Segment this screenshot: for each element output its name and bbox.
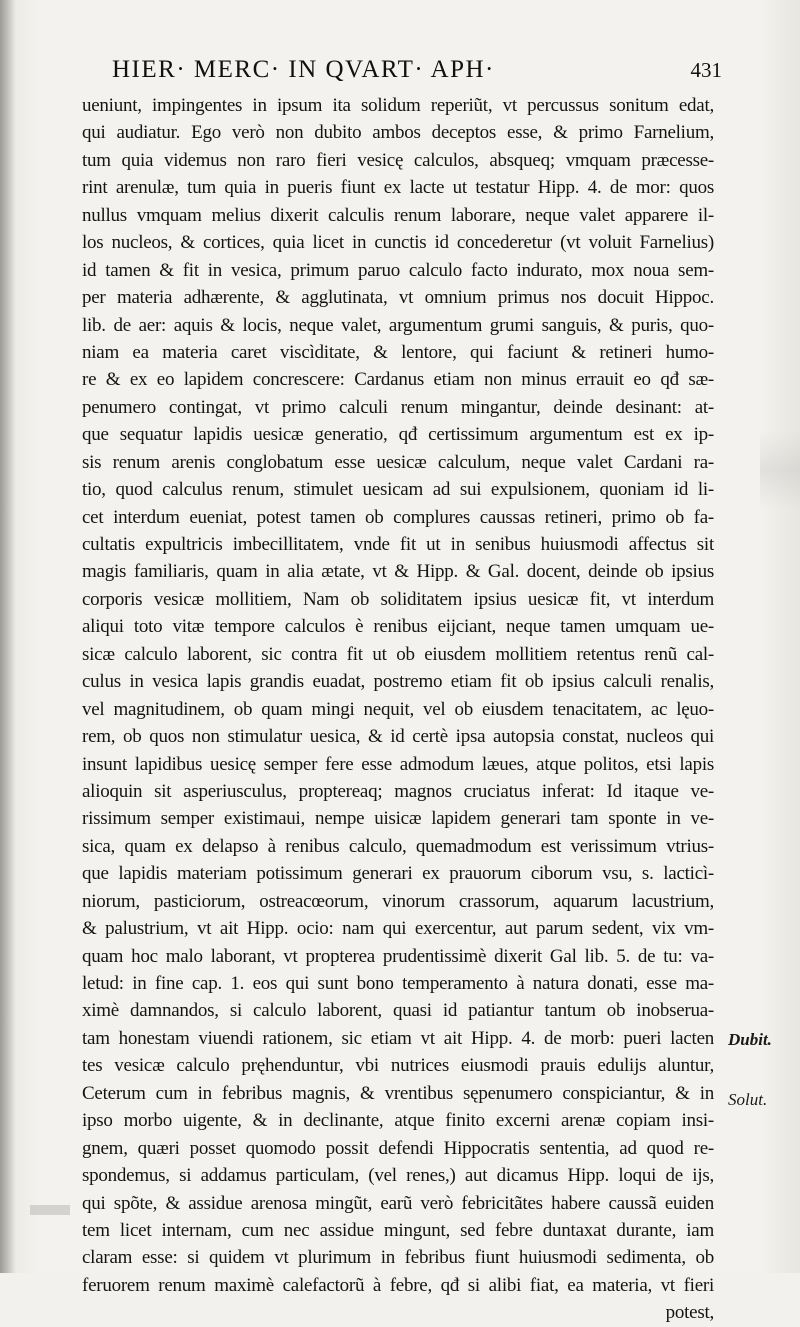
text-line: lib. de aer: aquis & locis, neque valet, argumentum grumi sanguis, & puris, quo-	[82, 314, 714, 336]
text-line: los nucleos, & cortices, quia licet in cunctis id concederetur (vt voluit Farnelius)	[82, 232, 714, 254]
text-line: sicæ calculo laborent, sic contra fit ut ob eiusdem mollitiem retentus renũ cal-	[82, 643, 714, 665]
text-line: letud: in fine cap. 1. eos qui sunt bono temperamento à natura donati, esse ma-	[82, 973, 714, 994]
text-line: Ceterum cum in febribus magnis, & vrentibus sępenumero conspiciantur, & in	[82, 1082, 714, 1104]
page-smudge	[30, 1205, 70, 1215]
text-line: que lapidis materiam potissimum generari ex prauorum ciborum vsu, s. lacticì-	[82, 863, 714, 885]
text-line: magis familiaris, quam in alia ætate, vt & Hipp. & Gal. docent, deinde ob ipsius	[82, 561, 714, 583]
text-line: sica, quam ex delapso à renibus calculo, quemadmodum est verissimum vtrius-	[82, 835, 714, 857]
text-line: rint arenulæ, tum quia in pueris fiunt ex lacte ut testatur Hipp. 4. de mor: quos	[82, 177, 714, 199]
margin-note-solut: Solut.	[728, 1090, 768, 1109]
gutter-shadow	[0, 0, 16, 1273]
text-line: vel magnitudinem, ob quam mingi nequit, vel ob eiusdem tenacitatem, ac lęuo-	[82, 698, 714, 720]
text-line: ueniunt, impingentes in ipsum ita solidum reperiũt, vt percussus sonitum edat,	[82, 95, 714, 116]
text-line: qui spõte, & assidue arenosa mingũt, earũ verò febricitãtes habere caussã euiden	[82, 1192, 714, 1214]
text-line: rem, ob quos non stimulatur uesica, & id certè ipsa autopsia constat, nucleos qui	[82, 726, 714, 748]
text-line: cultatis expultricis imbecillitatem, vnde fit ut in senibus huiusmodi affectus sit	[82, 534, 714, 555]
margin-note-dubit: Dubit.	[728, 1030, 772, 1049]
text-line: claram esse: si quidem vt plurimum in febribus fiunt huiusmodi sedimenta, ob	[82, 1247, 714, 1269]
text-line: penumero contingat, vt primo calculi renum mingantur, deinde desinant: at-	[82, 396, 714, 418]
text-line: cet interdum eueniat, potest tamen ob complures caussas retineri, primo ob fa-	[82, 506, 714, 528]
text-line: sis renum arenis conglobatum esse uesicæ calculum, neque valet Cardani ra-	[82, 451, 714, 473]
text-line: feruorem renum maximè calefactorũ à febre, qđ si alibi fiat, ea materia, vt fieri	[82, 1274, 714, 1296]
text-line: ipso morbo uigente, & in declinante, atque finito excerni arenæ copiam insi-	[82, 1110, 714, 1132]
text-line: & palustrium, vt ait Hipp. ocio: nam qui exercentur, aut parum sedent, vix vm-	[82, 918, 714, 940]
text-line: id tamen & fit in vesica, primum paruo calculo facto indurato, mox noua sem-	[82, 259, 714, 281]
text-line: re & ex eo lapidem concrescere: Cardanus etiam non minus errauit eo qđ sæ-	[82, 369, 714, 391]
body-text	[82, 92, 714, 1327]
text-line: niorum, pasticiorum, ostreacœorum, vinorum crassorum, aquarum lacustrium,	[82, 890, 714, 912]
text-line: quam hoc malo laborant, vt propterea prudentissimè dixerit Gal lib. 5. de tu: va-	[82, 945, 714, 967]
text-line: culus in vesica lapis grandis euadat, postremo etiam fit ob ipsius calculi renalis,	[82, 671, 714, 693]
text-line: spondemus, si addamus particulam, (vel renes,) aut dicamus Hipp. loqui de ijs,	[82, 1165, 714, 1187]
text-line: qui audiatur. Ego verò non dubito ambos deceptos esse, & primo Farnelium,	[82, 122, 714, 144]
text-line: tio, quod calculus renum, stimulet uesicam ad sui expulsionem, quoniam id li-	[82, 479, 714, 501]
catchword: potest,	[665, 1302, 714, 1324]
text-line: corporis vesicæ mollitiem, Nam ob soliditatem ipsius uesicæ fit, vt interdum	[82, 588, 714, 610]
text-line: tem licet internam, cum nec assidue mingunt, sed febre duntaxat durante, iam	[82, 1219, 714, 1241]
text-line: rissimum semper existimaui, nempe uisicæ lapidem generari tam sponte in ve-	[82, 808, 714, 830]
text-line: ximè damnandos, si calculo laborent, quasi id patiantur tantum ob inobseruа-	[82, 1000, 714, 1022]
text-line: niam ea materia caret viscìditate, & lentore, qui faciunt & retineri humo-	[82, 341, 714, 363]
page-number: 431	[690, 58, 722, 82]
text-line: nullus vmquam melius dixerit calculis renum laborare, neque valet apparere il-	[82, 204, 714, 226]
text-line: insunt lapidibus uesicę semper fere esse admodum læues, atque politos, etsi lapis	[82, 753, 714, 775]
text-line: aliqui toto vitæ tempore calculos è renibus eijciant, neque tamen umquam ue-	[82, 616, 714, 638]
running-head: HIER· MERC· IN QVART· APH·	[112, 56, 495, 83]
text-line: alioquin sit asperiusculus, proptereaq; magnos cruciatus inferat: Id itaque ve-	[82, 780, 714, 802]
text-line: gnem, quæri posset quomodo possit defendi Hippocratis sententia, ad quod re-	[82, 1137, 714, 1159]
text-line: per materia adhærente, & agglutinata, vt omnium primus nos docuit Hippoc.	[82, 287, 714, 309]
text-line: que sequatur lapidis uesicæ generatio, qđ certissimum argumentum est ex ip-	[82, 424, 714, 446]
text-line: tum quia videmus non raro fieri vesicę calculos, absqueq; vmquam præcesse-	[82, 149, 714, 171]
text-line: tes vesicæ calculo pręhenduntur, vbi nutrices eiusmodi prauis edulijs aluntur,	[82, 1055, 714, 1077]
ink-bleed-mark	[760, 430, 800, 510]
text-line: tam honestam viuendi rationem, sic etiam vt ait Hipp. 4. de morb: pueri lacten	[82, 1027, 714, 1049]
page-header	[112, 56, 722, 90]
